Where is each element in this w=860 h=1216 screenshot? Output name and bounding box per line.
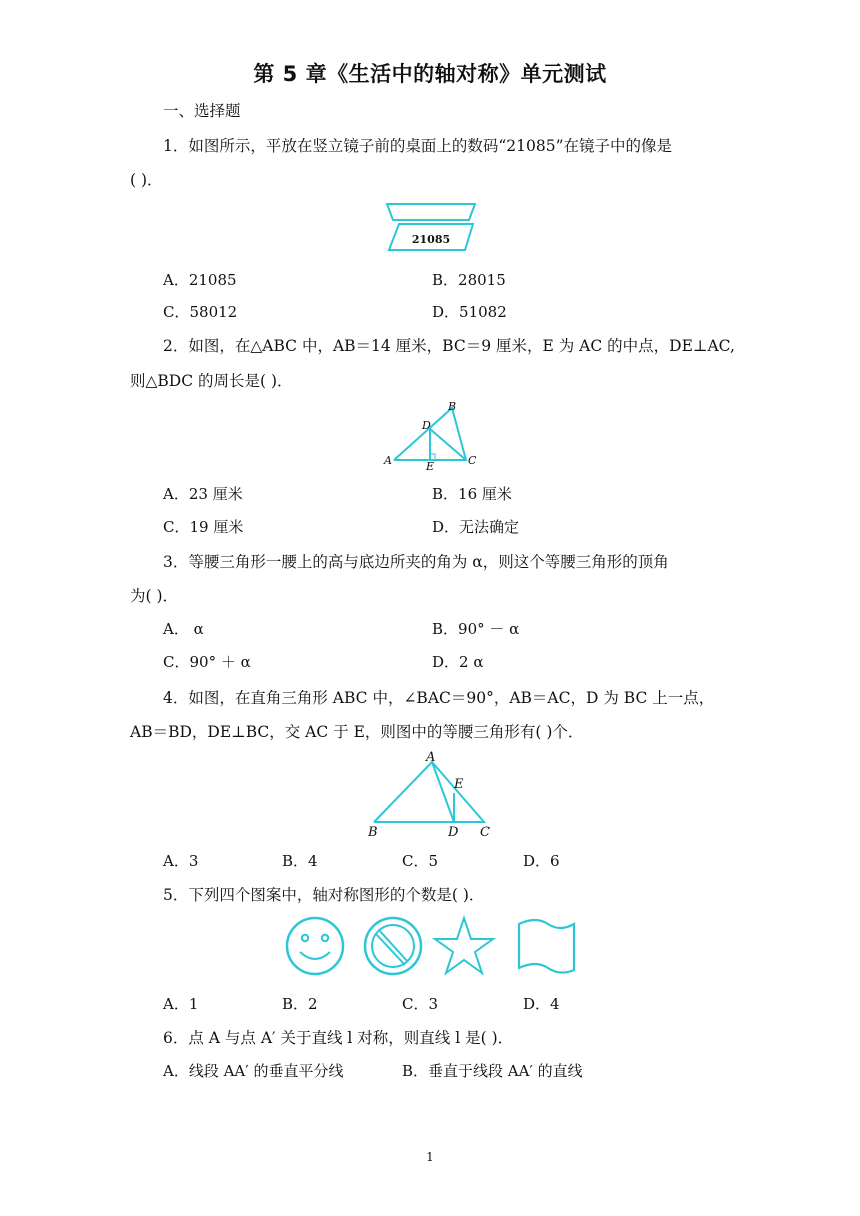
no-sign-icon bbox=[365, 918, 421, 974]
q4-option-b: B．4 bbox=[282, 852, 318, 870]
q2-triangle-figure bbox=[380, 398, 480, 470]
q2-label-a: A bbox=[384, 454, 392, 467]
q3-stem-line1: 3．等腰三角形一腰上的高与底边所夹的角为 α，则这个等腰三角形的顶角 bbox=[163, 553, 669, 571]
q1-stem-line2: ( )． bbox=[130, 171, 163, 189]
q2-option-b: B．16 厘米 bbox=[432, 485, 512, 503]
q5-option-b: B．2 bbox=[282, 995, 318, 1013]
q4-label-e: E bbox=[454, 777, 464, 792]
q4-right-triangle-figure bbox=[362, 748, 500, 840]
q2-stem-line1: 2．如图，在△ABC 中，AB＝14 厘米，BC＝9 厘米，E 为 AC 的中点，DE⊥AC, bbox=[163, 337, 735, 355]
q1-option-c: C．58012 bbox=[163, 303, 238, 321]
q4-label-d: D bbox=[448, 825, 459, 840]
q2-label-d: D bbox=[422, 419, 431, 432]
q1-option-b: B．28015 bbox=[432, 271, 506, 289]
q5-option-a: A．1 bbox=[163, 995, 199, 1013]
q6-option-a: A．线段 AA′ 的垂直平分线 bbox=[163, 1062, 344, 1080]
q6-stem-line1: 6．点 A 与点 A′ 关于直线 l 对称，则直线 l 是( )． bbox=[163, 1029, 514, 1047]
q1-figure-number: 21085 bbox=[411, 233, 451, 246]
q1-option-d: D．51082 bbox=[432, 303, 507, 321]
q4-option-d: D．6 bbox=[523, 852, 560, 870]
q1-option-a: A．21085 bbox=[163, 271, 237, 289]
smiley-icon bbox=[287, 918, 343, 974]
q3-option-d: D．2 α bbox=[432, 653, 484, 671]
q2-option-d: D．无法确定 bbox=[432, 518, 520, 536]
page-number: 1 bbox=[426, 1150, 434, 1164]
flag-icon bbox=[519, 920, 574, 973]
q4-label-b: B bbox=[368, 825, 378, 840]
q3-option-a: A． α bbox=[163, 620, 204, 638]
q4-option-a: A．3 bbox=[163, 852, 199, 870]
q5-option-c: C．3 bbox=[402, 995, 439, 1013]
q4-label-a: A bbox=[426, 750, 436, 765]
q2-option-c: C．19 厘米 bbox=[163, 518, 244, 536]
page-title: 第 5 章《生活中的轴对称》单元测试 bbox=[253, 62, 607, 86]
q6-option-b: B．垂直于线段 AA′ 的直线 bbox=[402, 1062, 583, 1080]
q2-label-c: C bbox=[468, 454, 477, 467]
q3-stem-line2: 为( )． bbox=[130, 587, 179, 605]
q5-option-d: D．4 bbox=[523, 995, 560, 1013]
q3-option-b: B．90° － α bbox=[432, 620, 520, 638]
q1-stem-line1: 1．如图所示，平放在竖立镜子前的桌面上的数码“21085”在镜子中的像是 bbox=[163, 137, 673, 155]
q4-label-c: C bbox=[480, 825, 490, 840]
q2-label-b: B bbox=[448, 400, 457, 413]
section-heading: 一、选择题 bbox=[163, 102, 241, 120]
q5-stem-line1: 5．下列四个图案中，轴对称图形的个数是( )． bbox=[163, 886, 485, 904]
q3-option-c: C．90° ＋ α bbox=[163, 653, 251, 671]
q5-patterns-figure bbox=[282, 914, 582, 978]
q2-stem-line2: 则△BDC 的周长是( )． bbox=[130, 372, 293, 390]
q2-label-e: E bbox=[426, 460, 435, 470]
q4-option-c: C．5 bbox=[402, 852, 439, 870]
q4-stem-line2: AB＝BD，DE⊥BC，交 AC 于 E，则图中的等腰三角形有( )个． bbox=[130, 723, 584, 741]
q4-stem-line1: 4．如图，在直角三角形 ABC 中，∠BAC＝90°，AB＝AC，D 为 BC 上一点， bbox=[163, 689, 715, 707]
star-icon bbox=[435, 918, 493, 973]
q1-mirror-figure bbox=[383, 202, 477, 254]
q2-option-a: A．23 厘米 bbox=[163, 485, 243, 503]
